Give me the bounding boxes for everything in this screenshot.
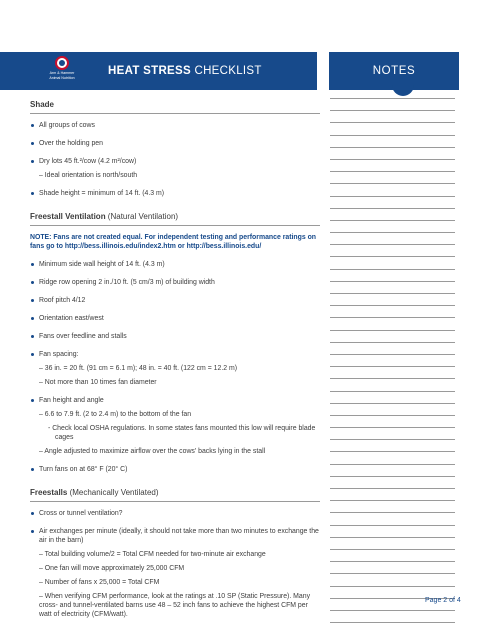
page-header bbox=[0, 52, 495, 90]
logo-text-line1: Arm & Hammer bbox=[49, 71, 75, 75]
note-line bbox=[330, 525, 455, 526]
logo-emblem-icon bbox=[55, 56, 69, 70]
note-line bbox=[330, 171, 455, 172]
checklist-content bbox=[30, 96, 320, 628]
list-subsubitem: - Check local OSHA regulations. In some states fans mounted this low will require blade cages bbox=[48, 425, 316, 441]
note-line bbox=[330, 354, 455, 355]
list-item: Minimum side wall height of 14 ft. (4.3 m) bbox=[30, 260, 320, 269]
list-subitem: – Angle adjusted to maximize airflow over the cows' backs lying in the stall bbox=[39, 448, 266, 455]
note-line bbox=[330, 269, 455, 270]
note-line bbox=[330, 122, 455, 123]
note-line bbox=[330, 98, 455, 99]
note-line bbox=[330, 135, 455, 136]
list-subitem: – 6.6 to 7.9 ft. (2 to 2.4 m) to the bottom of the fan bbox=[39, 411, 192, 418]
note-line bbox=[330, 232, 455, 233]
section-title-main: Freestall Ventilation bbox=[30, 212, 106, 221]
note-line bbox=[330, 610, 455, 611]
note-line bbox=[330, 488, 455, 489]
note-line bbox=[330, 561, 455, 562]
note-line bbox=[330, 305, 455, 306]
list-item: Fans over feedline and stalls bbox=[30, 332, 320, 341]
note-line bbox=[330, 196, 455, 197]
note-line bbox=[330, 439, 455, 440]
section-divider bbox=[30, 113, 320, 114]
header-bar bbox=[0, 52, 317, 90]
document-title bbox=[108, 65, 262, 77]
note-line bbox=[330, 147, 455, 148]
section-title-sub: (Mechanically Ventilated) bbox=[67, 488, 159, 497]
note-line bbox=[330, 159, 455, 160]
note-line bbox=[330, 391, 455, 392]
note-line bbox=[330, 549, 455, 550]
page-label: Page 2 bbox=[425, 597, 448, 604]
document-title-bold: HEAT STRESS bbox=[108, 65, 191, 77]
note-line bbox=[330, 281, 455, 282]
note-line bbox=[330, 293, 455, 294]
note-line bbox=[330, 512, 455, 513]
note-line bbox=[330, 378, 455, 379]
list-subitem: – Ideal orientation is north/south bbox=[39, 172, 138, 179]
note-line bbox=[330, 220, 455, 221]
note-line bbox=[330, 622, 455, 623]
section-divider bbox=[30, 501, 320, 502]
notes-tab bbox=[392, 84, 414, 96]
note-line bbox=[330, 573, 455, 574]
note-line bbox=[330, 537, 455, 538]
note-line bbox=[330, 464, 455, 465]
logo-text-line2: Animal Nutrition bbox=[49, 76, 75, 81]
list-subitem: – Not more than 10 times fan diameter bbox=[39, 379, 157, 386]
note-line bbox=[330, 317, 455, 318]
note-line bbox=[330, 415, 455, 416]
section-divider bbox=[30, 225, 320, 226]
note-line bbox=[330, 208, 455, 209]
note-line bbox=[330, 342, 455, 343]
section-title-main: Freestalls bbox=[30, 488, 68, 497]
list-item: All groups of cows bbox=[30, 121, 320, 130]
note-line bbox=[330, 244, 455, 245]
list-item: Roof pitch 4/12 bbox=[30, 296, 320, 305]
note-line bbox=[330, 500, 455, 501]
note-line bbox=[330, 451, 455, 452]
list-item: Ridge row opening 2 in./10 ft. (5 cm/3 m) of building width bbox=[30, 278, 320, 287]
note-line bbox=[330, 366, 455, 367]
brand-logo bbox=[38, 56, 86, 86]
list-subitem: – One fan will move approximately 25,000 CFM bbox=[39, 565, 185, 572]
list-subitem: – Total building volume/2 = Total CFM needed for two-minute air exchange bbox=[39, 551, 266, 558]
note-line bbox=[330, 586, 455, 587]
section-title-sub: (Natural Ventilation) bbox=[105, 212, 179, 221]
list-item: Air exchanges per minute (ideally, it should not take more than two minutes to exchange the air in the barn) bbox=[30, 527, 320, 545]
fan-testing-note: NOTE: Fans are not created equal. For independent testing and performance ratings on fans go to http://bess.illinois.edu/index2.htm or http://bess.illinois.edu/ bbox=[30, 234, 317, 250]
notes-writing-lines bbox=[330, 98, 455, 634]
note-line bbox=[330, 110, 455, 111]
section-title-freestall-mechanical bbox=[30, 488, 320, 499]
note-line bbox=[330, 476, 455, 477]
list-subitem: – Number of fans x 25,000 = Total CFM bbox=[39, 579, 160, 586]
note-line bbox=[330, 403, 455, 404]
list-subitem: – When verifying CFM performance, look at the ratings at .10 SP (Static Pressure). Many cross- and tunnel-ventilated barns use 48 – 52 inch fans to achieve the highest CFM per watt of electricity (CFM/watt). bbox=[39, 593, 311, 618]
note-line bbox=[330, 256, 455, 257]
page-number bbox=[425, 597, 461, 604]
document-title-rest: CHECKLIST bbox=[190, 65, 262, 77]
page-total: of 4 bbox=[447, 597, 461, 604]
list-item: Dry lots 45 ft.²/cow (4.2 m²/cow) bbox=[30, 157, 320, 166]
list-item: Turn fans on at 68° F (20° C) bbox=[30, 465, 320, 474]
list-item: Fan height and angle bbox=[30, 396, 320, 405]
list-item: Cross or tunnel ventilation? bbox=[30, 509, 320, 518]
note-line bbox=[330, 330, 455, 331]
note-line bbox=[330, 183, 455, 184]
list-item: Shade height = minimum of 14 ft. (4.3 m) bbox=[30, 189, 320, 198]
list-item: Fan spacing: bbox=[30, 350, 320, 359]
section-title-freestall-natural bbox=[30, 212, 320, 223]
list-item: Over the holding pen bbox=[30, 139, 320, 148]
section-title-shade: Shade bbox=[30, 100, 55, 109]
note-line bbox=[330, 427, 455, 428]
list-subitem: – 36 in. = 20 ft. (91 cm = 6.1 m); 48 in. = 40 ft. (122 cm = 12.2 m) bbox=[39, 365, 238, 372]
notes-header bbox=[329, 52, 459, 90]
notes-label: NOTES bbox=[372, 65, 416, 77]
list-item: Orientation east/west bbox=[30, 314, 320, 323]
